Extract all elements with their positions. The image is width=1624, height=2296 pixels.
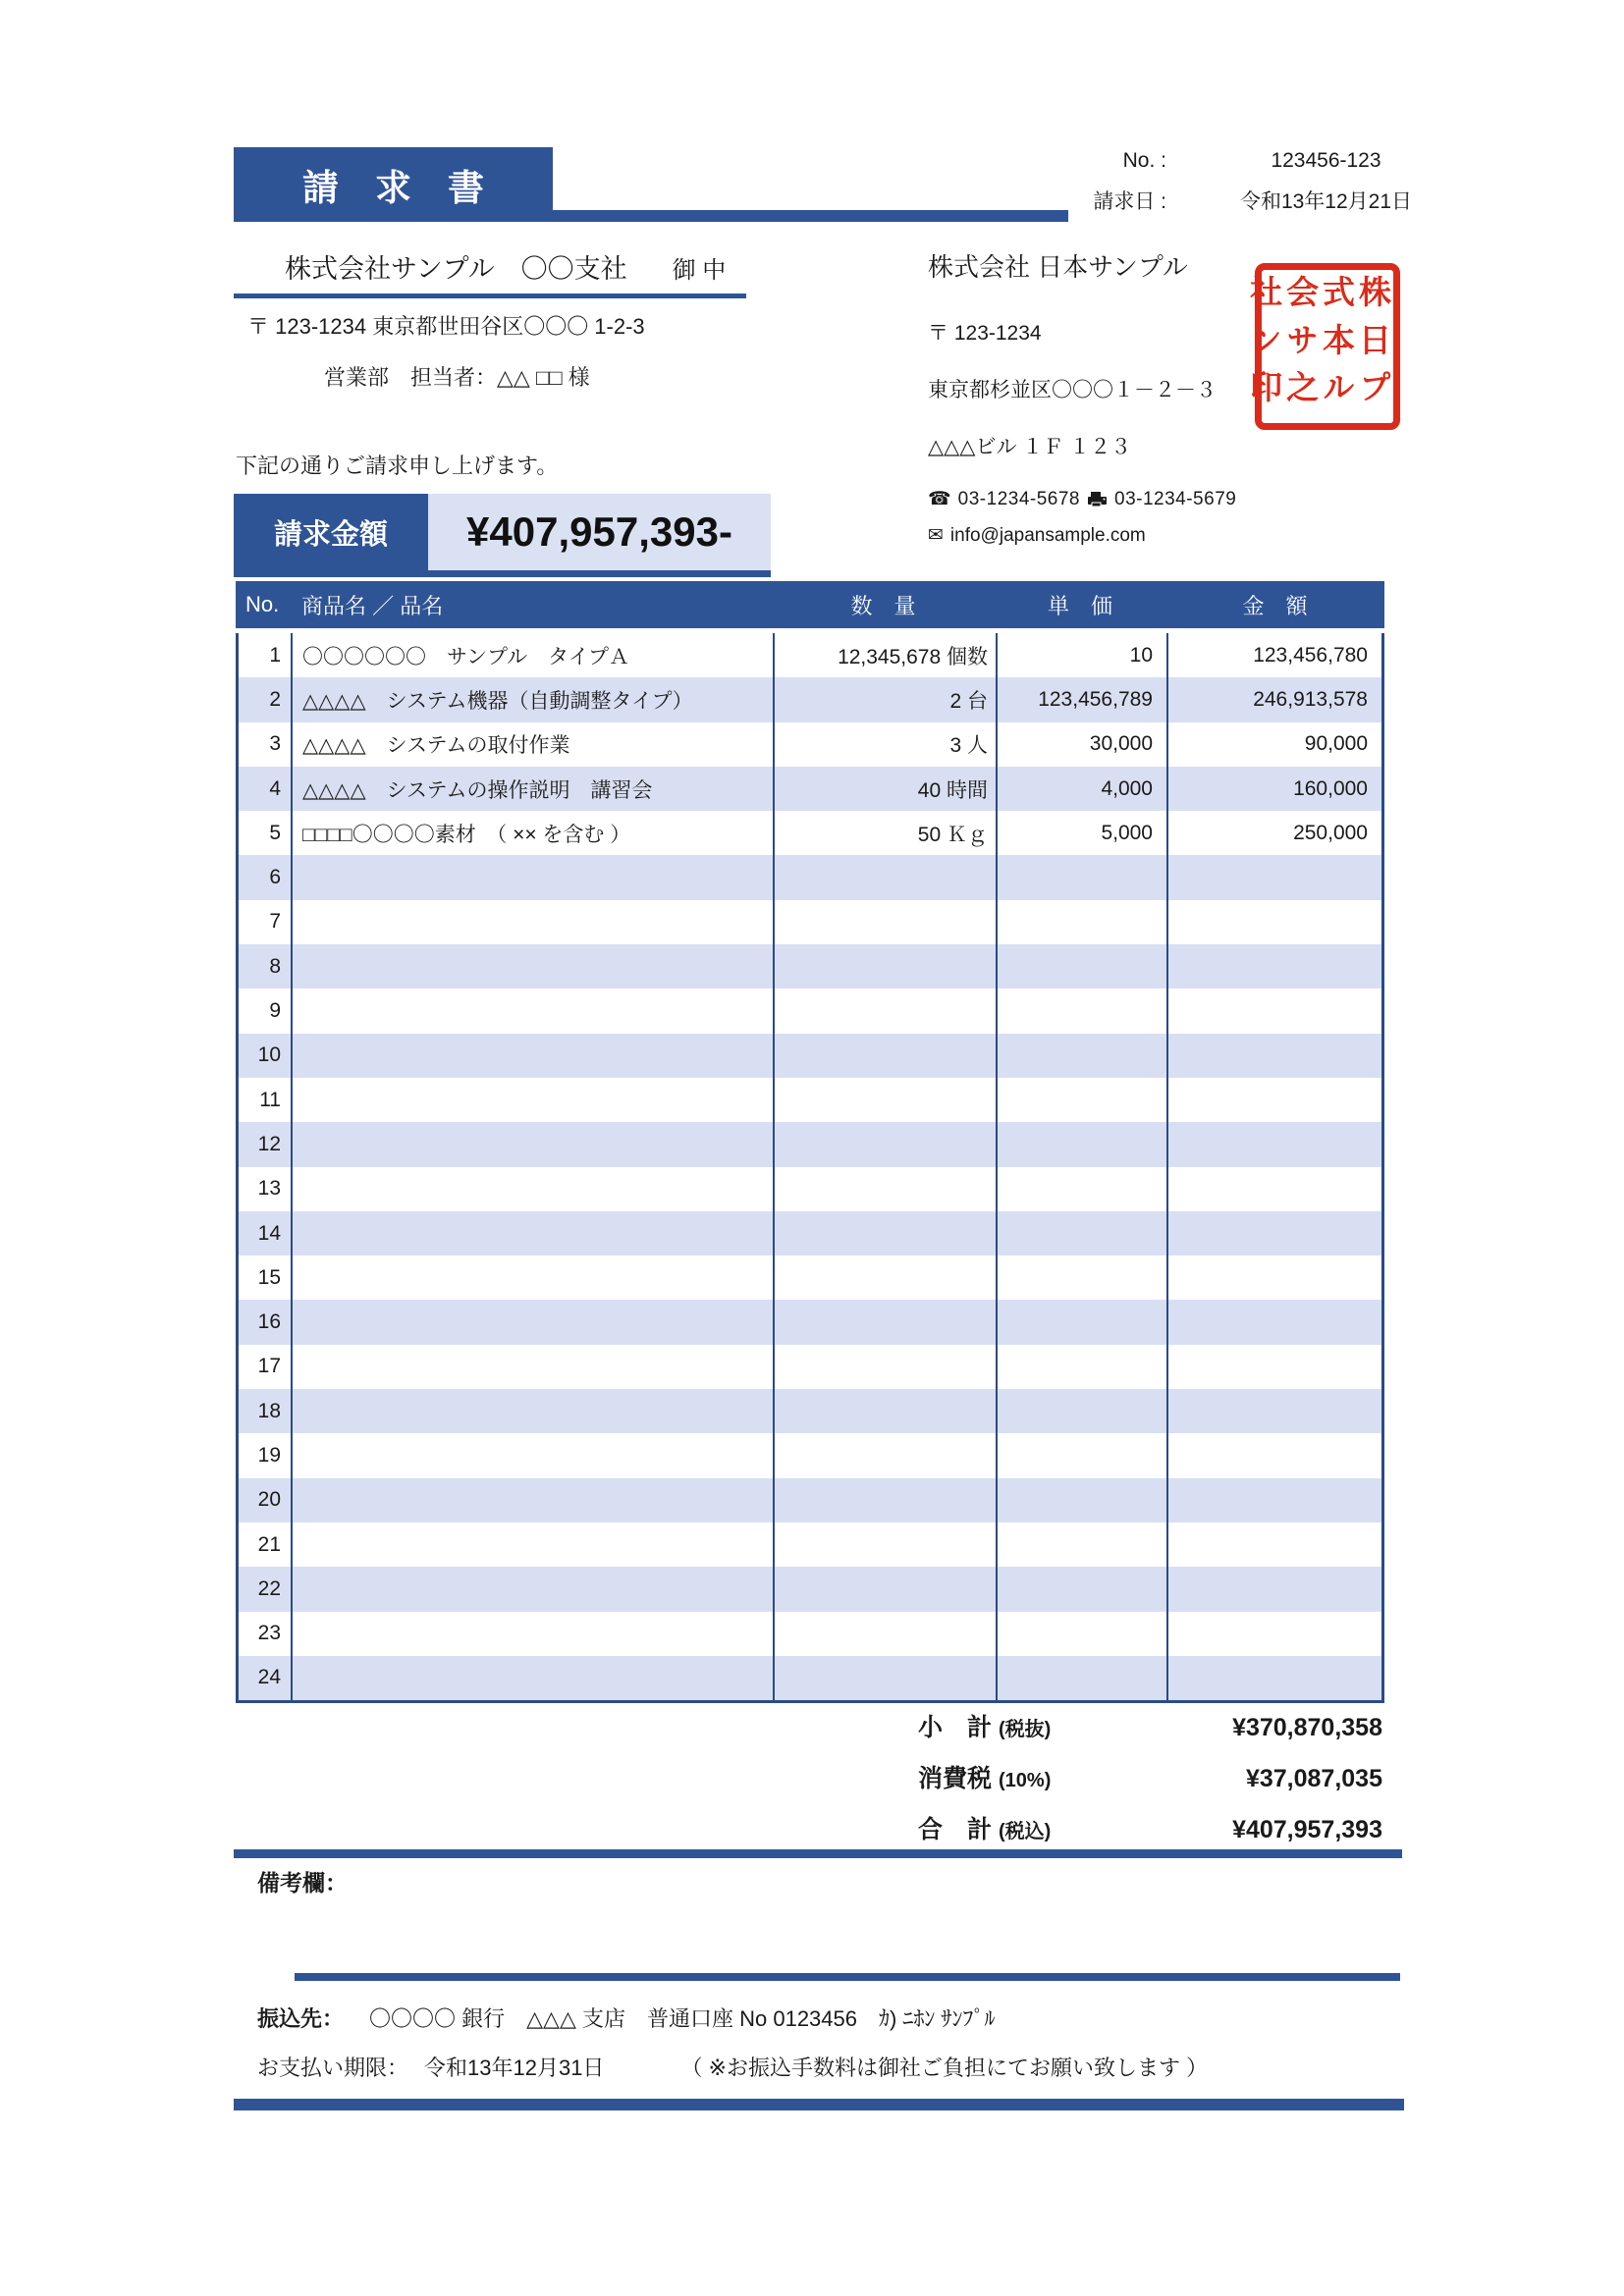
table-cell-no: 14 bbox=[239, 1211, 293, 1255]
billed-amount-label bbox=[234, 494, 428, 570]
table-cell-price bbox=[998, 1255, 1168, 1300]
table-cell-price bbox=[998, 1612, 1168, 1656]
table-cell-amt bbox=[1168, 1433, 1381, 1477]
table-row bbox=[239, 1300, 1381, 1344]
billed-amount-label-text: 請求金額 bbox=[273, 518, 388, 551]
issuer-block bbox=[928, 247, 1252, 561]
col-header-qty: 数 量 bbox=[850, 593, 916, 618]
table-cell-no: 8 bbox=[239, 944, 293, 988]
table-cell-qty bbox=[775, 1300, 998, 1344]
table-cell-name bbox=[293, 1567, 775, 1611]
col-header-price: 単 価 bbox=[1047, 593, 1112, 618]
issuer-company: 株式会社 日本サンプル bbox=[928, 252, 1188, 282]
table-cell-price: 4,000 bbox=[998, 767, 1168, 811]
table-cell-name bbox=[293, 944, 775, 988]
recipient-honorific: 御 中 bbox=[672, 257, 727, 284]
table-cell-name bbox=[293, 900, 775, 944]
table-cell-qty bbox=[775, 1034, 998, 1078]
table-row bbox=[239, 677, 1381, 721]
payment-fee-note: （ ※お振込手数料は御社ご負担にてお願い致します ） bbox=[680, 2056, 1209, 2080]
table-cell-qty bbox=[775, 1345, 998, 1389]
table-cell-qty bbox=[775, 1167, 998, 1211]
table-cell-price: 5,000 bbox=[998, 811, 1168, 855]
table-cell-name bbox=[293, 855, 775, 899]
recipient-company: 株式会社サンプル 〇〇支社 bbox=[285, 254, 627, 284]
col-header-name: 商品名 ／ 品名 bbox=[301, 593, 444, 618]
table-cell-no: 21 bbox=[239, 1522, 293, 1567]
table-cell-name bbox=[293, 1478, 775, 1522]
table-cell-no: 19 bbox=[239, 1433, 293, 1477]
table-row bbox=[239, 722, 1381, 767]
table-cell-amt bbox=[1168, 1122, 1381, 1166]
issuer-fax: 03-1234-5679 bbox=[1114, 488, 1237, 509]
table-cell-qty bbox=[775, 900, 998, 944]
table-cell-price bbox=[998, 1478, 1168, 1522]
bank-transfer-line bbox=[257, 2002, 996, 2033]
line-items-table bbox=[236, 581, 1384, 1703]
table-cell-name bbox=[293, 1345, 775, 1389]
table-cell-no: 16 bbox=[239, 1300, 293, 1344]
table-cell-qty bbox=[775, 1389, 998, 1433]
table-cell-no: 9 bbox=[239, 988, 293, 1033]
table-cell-no: 1 bbox=[239, 633, 293, 677]
table-cell-name bbox=[293, 1522, 775, 1567]
seal-column: 株式会社 bbox=[1245, 275, 1389, 307]
col-header-amount: 金 額 bbox=[1242, 593, 1308, 618]
invoice-number-row bbox=[1068, 149, 1486, 179]
title-underline-bar bbox=[550, 210, 1068, 222]
table-header-row bbox=[236, 581, 1384, 628]
table-cell-amt bbox=[1168, 1211, 1381, 1255]
table-cell-amt: 90,000 bbox=[1304, 732, 1368, 756]
table-cell-qty bbox=[775, 1078, 998, 1122]
table-row bbox=[239, 1255, 1381, 1300]
table-cell-price bbox=[998, 1034, 1168, 1078]
table-cell-amt: 123,456,780 bbox=[1253, 643, 1368, 667]
table-cell-price bbox=[998, 1122, 1168, 1166]
intro-text: 下記の通りご請求申し上げます。 bbox=[236, 454, 559, 478]
table-row bbox=[239, 1078, 1381, 1122]
table-cell-name bbox=[293, 1656, 775, 1700]
remarks-label: 備考欄： bbox=[257, 1870, 348, 1896]
table-cell-no: 15 bbox=[239, 1255, 293, 1300]
table-cell-no: 22 bbox=[239, 1567, 293, 1611]
invoice-title-text: 請 求 書 bbox=[302, 168, 484, 208]
payment-due-label: お支払い期限： bbox=[257, 2056, 409, 2080]
table-cell-no: 4 bbox=[239, 767, 293, 811]
totals-block bbox=[918, 1708, 1382, 1861]
issuer-telfax-line bbox=[928, 488, 1252, 510]
table-row bbox=[239, 1034, 1381, 1078]
issuer-address2: △△△ビル １Ｆ １２３ bbox=[928, 436, 1132, 458]
table-body bbox=[236, 633, 1384, 1703]
table-cell-price: 10 bbox=[998, 633, 1168, 677]
table-cell-amt bbox=[1168, 855, 1381, 899]
invoice-date-row bbox=[1068, 186, 1486, 215]
table-cell-price bbox=[998, 900, 1168, 944]
col-header-no: No. bbox=[245, 592, 280, 616]
seal-column: プル之印 bbox=[1245, 370, 1389, 403]
table-row bbox=[239, 1433, 1381, 1477]
table-cell-amt bbox=[1168, 1567, 1381, 1611]
table-cell-no: 17 bbox=[239, 1345, 293, 1389]
table-cell-price bbox=[998, 1567, 1168, 1611]
table-row bbox=[239, 1389, 1381, 1433]
table-cell-no: 5 bbox=[239, 811, 293, 855]
totals-divider-rule bbox=[234, 1849, 1402, 1858]
payment-divider-rule bbox=[295, 1973, 1400, 1981]
table-cell-amt bbox=[1168, 1255, 1381, 1300]
table-cell-name bbox=[293, 1211, 775, 1255]
table-cell-name: 〇〇〇〇〇〇 サンプル タイプＡ bbox=[293, 633, 775, 677]
billed-amount-value-text: ¥407,957,393- bbox=[466, 508, 732, 555]
table-row bbox=[239, 767, 1381, 811]
table-cell-no: 2 bbox=[239, 677, 293, 721]
table-row bbox=[239, 1122, 1381, 1166]
mail-icon: ✉ bbox=[928, 525, 944, 546]
billed-amount-underline bbox=[234, 570, 771, 577]
table-cell-qty bbox=[775, 1255, 998, 1300]
table-cell-amt bbox=[1168, 988, 1381, 1033]
table-cell-price bbox=[998, 855, 1168, 899]
issuer-tel: 03-1234-5678 bbox=[957, 488, 1080, 509]
table-cell-price bbox=[998, 988, 1168, 1033]
table-cell-name bbox=[293, 1078, 775, 1122]
table-cell-price bbox=[998, 1656, 1168, 1700]
table-cell-name bbox=[293, 1433, 775, 1477]
issuer-email: info@japansample.com bbox=[949, 524, 1146, 546]
table-cell-amt bbox=[1168, 1656, 1381, 1700]
grand-total-value: ¥407,957,393 bbox=[1232, 1816, 1382, 1843]
table-row bbox=[239, 1211, 1381, 1255]
table-cell-no: 24 bbox=[239, 1656, 293, 1700]
table-cell-qty bbox=[775, 1211, 998, 1255]
table-cell-price: 123,456,789 bbox=[998, 677, 1168, 721]
recipient-address: 〒 123-1234 東京都世田谷区〇〇〇 1-2-3 bbox=[247, 314, 645, 339]
payment-due-value: 令和13年12月31日 bbox=[424, 2056, 605, 2080]
table-cell-no: 7 bbox=[239, 900, 293, 944]
table-row bbox=[239, 1478, 1381, 1522]
table-cell-amt bbox=[1168, 1300, 1381, 1344]
invoice-date-value: 令和13年12月21日 bbox=[1239, 190, 1413, 213]
table-cell-price bbox=[998, 1433, 1168, 1477]
table-cell-amt bbox=[1168, 1167, 1381, 1211]
table-cell-qty bbox=[775, 1567, 998, 1611]
table-cell-name bbox=[293, 1034, 775, 1078]
table-cell-amt bbox=[1168, 944, 1381, 988]
table-cell-qty: 40 時間 bbox=[775, 767, 998, 811]
table-cell-qty bbox=[775, 1522, 998, 1567]
table-cell-amt bbox=[1168, 900, 1381, 944]
tax-row bbox=[918, 1759, 1382, 1810]
table-cell-qty: 3 人 bbox=[775, 722, 998, 767]
table-cell-amt bbox=[1168, 1522, 1381, 1567]
company-seal bbox=[1245, 263, 1400, 430]
table-cell-price: 30,000 bbox=[998, 722, 1168, 767]
phone-icon: ☎ bbox=[928, 489, 951, 509]
tax-label: 消費税 bbox=[918, 1765, 993, 1792]
issuer-email-line bbox=[928, 524, 1252, 547]
table-cell-name: △△△△ システムの取付作業 bbox=[293, 722, 775, 767]
issuer-postal: 〒 123-1234 bbox=[928, 322, 1042, 345]
table-cell-no: 20 bbox=[239, 1478, 293, 1522]
table-row bbox=[239, 811, 1381, 855]
table-row bbox=[239, 1522, 1381, 1567]
table-cell-amt bbox=[1168, 1345, 1381, 1389]
table-cell-price bbox=[998, 1300, 1168, 1344]
table-cell-amt: 246,913,578 bbox=[1253, 687, 1368, 711]
invoice-number-value: 123456-123 bbox=[1271, 149, 1381, 172]
tax-value: ¥37,087,035 bbox=[1245, 1765, 1382, 1792]
table-cell-amt bbox=[1168, 1389, 1381, 1433]
table-cell-amt bbox=[1168, 1078, 1381, 1122]
table-cell-no: 11 bbox=[239, 1078, 293, 1122]
table-cell-name: △△△△ システムの操作説明 講習会 bbox=[293, 767, 775, 811]
invoice-title bbox=[234, 147, 553, 222]
table-row bbox=[239, 1345, 1381, 1389]
table-row bbox=[239, 944, 1381, 988]
table-cell-name bbox=[293, 1389, 775, 1433]
invoice-date-label: 請求日 : bbox=[1093, 190, 1166, 213]
table-row bbox=[239, 855, 1381, 899]
table-cell-price bbox=[998, 1345, 1168, 1389]
grand-total-label: 合 計 bbox=[918, 1816, 993, 1843]
table-cell-qty: 12,345,678 個数 bbox=[775, 633, 998, 677]
table-cell-amt bbox=[1168, 1478, 1381, 1522]
table-cell-price bbox=[998, 1389, 1168, 1433]
table-cell-price bbox=[998, 944, 1168, 988]
table-cell-qty bbox=[775, 1612, 998, 1656]
table-cell-price bbox=[998, 1211, 1168, 1255]
table-cell-qty: 2 台 bbox=[775, 677, 998, 721]
table-row bbox=[239, 633, 1381, 677]
tax-sublabel: (10%) bbox=[999, 1770, 1052, 1791]
table-cell-price bbox=[998, 1522, 1168, 1567]
table-cell-name bbox=[293, 1122, 775, 1166]
table-cell-name: □□□□〇〇〇〇素材 （ ×× を含む ） bbox=[293, 811, 775, 855]
recipient-underline bbox=[234, 294, 746, 298]
table-row bbox=[239, 1567, 1381, 1611]
issuer-address1: 東京都杉並区〇〇〇１－２－３ bbox=[928, 379, 1217, 401]
recipient-line bbox=[257, 247, 886, 286]
payment-due-line bbox=[257, 2052, 1208, 2082]
bank-transfer-value: 〇〇〇〇 銀行 △△△ 支店 普通口座 No 0123456 ｶ) ﾆﾎﾝ ｻﾝﾌﾟﾙ bbox=[369, 2006, 996, 2031]
table-row bbox=[239, 1167, 1381, 1211]
table-row bbox=[239, 1612, 1381, 1656]
table-row bbox=[239, 900, 1381, 944]
table-cell-amt: 250,000 bbox=[1293, 821, 1368, 844]
table-cell-no: 23 bbox=[239, 1612, 293, 1656]
table-cell-no: 6 bbox=[239, 855, 293, 899]
table-cell-price bbox=[998, 1078, 1168, 1122]
table-row bbox=[239, 1656, 1381, 1700]
table-cell-no: 13 bbox=[239, 1167, 293, 1211]
subtotal-label: 小 計 bbox=[918, 1714, 993, 1741]
table-cell-no: 18 bbox=[239, 1389, 293, 1433]
table-cell-name bbox=[293, 1255, 775, 1300]
table-cell-no: 3 bbox=[239, 722, 293, 767]
table-cell-qty bbox=[775, 1656, 998, 1700]
table-cell-price bbox=[998, 1167, 1168, 1211]
table-cell-amt: 160,000 bbox=[1293, 776, 1368, 800]
table-cell-qty bbox=[775, 1433, 998, 1477]
table-cell-qty bbox=[775, 855, 998, 899]
invoice-number-label: No. : bbox=[1122, 149, 1166, 172]
grand-total-sublabel: (税込) bbox=[999, 1821, 1052, 1842]
table-cell-amt bbox=[1168, 1034, 1381, 1078]
table-cell-name bbox=[293, 1612, 775, 1656]
table-cell-qty bbox=[775, 988, 998, 1033]
table-cell-no: 10 bbox=[239, 1034, 293, 1078]
table-cell-name bbox=[293, 988, 775, 1033]
table-cell-amt bbox=[1168, 1612, 1381, 1656]
table-cell-qty bbox=[775, 944, 998, 988]
seal-column: 日本サン bbox=[1245, 322, 1389, 355]
fax-icon bbox=[1087, 491, 1108, 507]
table-cell-name bbox=[293, 1300, 775, 1344]
page-bottom-rule bbox=[234, 2099, 1404, 2110]
recipient-contact: 営業部 担当者：△△ □□ 様 bbox=[324, 365, 590, 390]
table-cell-name: △△△△ システム機器（自動調整タイプ） bbox=[293, 677, 775, 721]
table-cell-qty bbox=[775, 1122, 998, 1166]
subtotal-row bbox=[918, 1708, 1382, 1759]
subtotal-value: ¥370,870,358 bbox=[1232, 1714, 1382, 1741]
bank-transfer-label: 振込先： bbox=[257, 2006, 345, 2031]
table-cell-qty: 50 Ｋｇ bbox=[775, 811, 998, 855]
billed-amount-value bbox=[428, 494, 771, 570]
table-cell-no: 12 bbox=[239, 1122, 293, 1166]
table-cell-name bbox=[293, 1167, 775, 1211]
table-row bbox=[239, 988, 1381, 1033]
subtotal-sublabel: (税抜) bbox=[999, 1719, 1052, 1740]
table-cell-qty bbox=[775, 1478, 998, 1522]
